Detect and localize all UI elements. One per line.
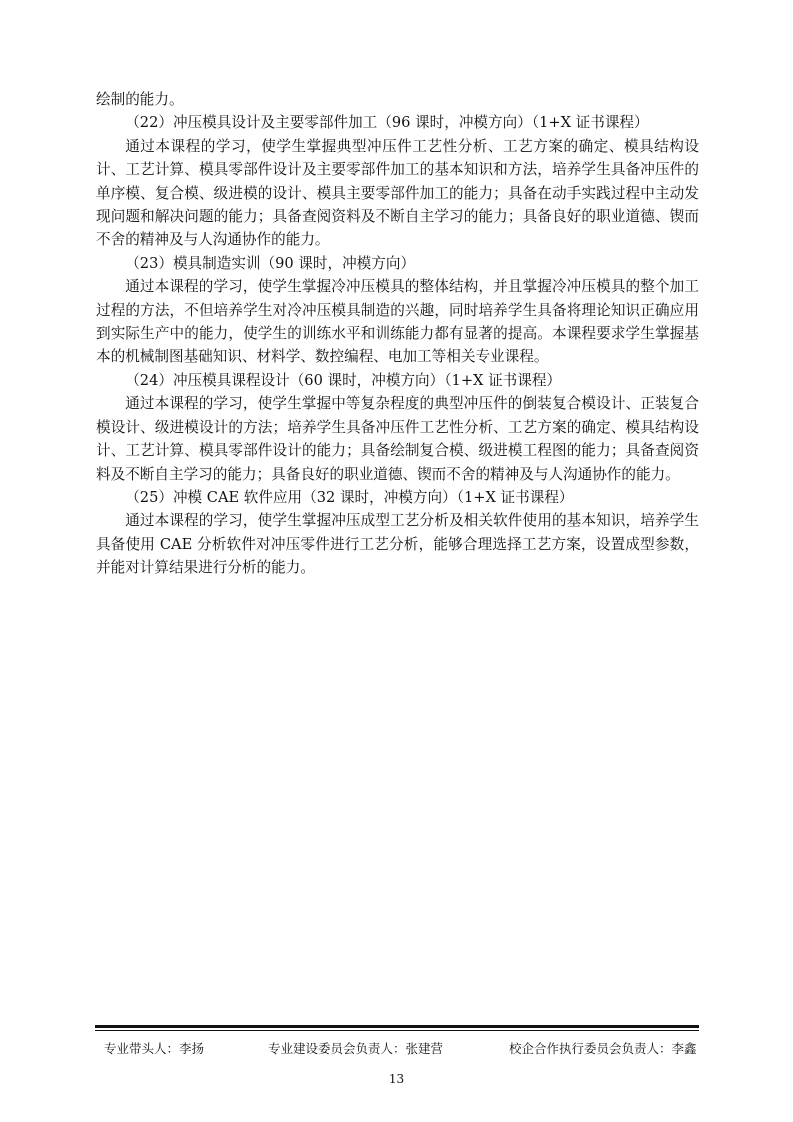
course-22-heading: （22）冲压模具设计及主要零部件加工（96 课时，冲模方向）（1+X 证书课程） [125,114,649,132]
footer-committee-leader: 专业建设委员会负责人：张建营 [268,1041,444,1056]
page-number: 13 [388,1072,405,1086]
course-25-heading: （25）冲模 CAE 软件应用（32 课时，冲模方向）（1+X 证书课程） [125,488,574,506]
footer-school-enterprise-leader: 校企合作执行委员会负责人：李鑫 [509,1041,697,1056]
document-body [96,88,699,580]
intro-tail-text: 绘制的能力。 [96,91,184,108]
footer-divider-thick [95,1025,699,1028]
course-23-description: 通过本课程的学习，使学生掌握冷冲压模具的整体结构，并且掌握冷冲压模具的整个加工过程的方法，不但培养学生对冷冲压模具制造的兴趣，同时培养学生具备将理论知识正确应用到实际生产中的能力，使学生的训练水平和训练能力都有显著的提高。本课程要求学生掌握基本的机械制图基础知识、材料学、数控编程、电加工等相关专业课程。 [96,278,699,366]
course-24-description: 通过本课程的学习，使学生掌握中等复杂程度的典型冲压件的倒装复合模设计、正装复合模设计、级进模设计的方法；培养学生具备冲压件工艺性分析、工艺方案的确定、模具结构设计、工艺计算、模具零部件设计的能力；具备绘制复合模、级进模工程图的能力；具备查阅资料及不断自主学习的能力；具备良好的职业道德、锲而不舍的精神及与人沟通协作的能力。 [96,395,699,483]
course-23-heading: （23）模具制造实训（90 课时，冲模方向） [125,254,416,272]
footer-divider-thin [95,1030,699,1031]
course-25-description: 通过本课程的学习，使学生掌握冲压成型工艺分析及相关软件使用的基本知识，培养学生具备使用 CAE 分析软件对冲压零件进行工艺分析，能够合理选择工艺方案，设置成型参数，并能对计算结果进行分析的能力。 [96,512,699,577]
course-22-description: 通过本课程的学习，使学生掌握典型冲压件工艺性分析、工艺方案的确定、模具结构设计、工艺计算、模具零部件设计及主要零部件加工的基本知识和方法，培养学生具备冲压件的单序模、复合模、级进模的设计、模具主要零部件加工的能力；具备在动手实践过程中主动发现问题和解决问题的能力；具备查阅资料及不断自主学习的能力；具备良好的职业道德、锲而不舍的精神及与人沟通协作的能力。 [96,137,699,249]
footer-major-leader: 专业带头人：李扬 [104,1041,205,1056]
course-24-heading: （24）冲压模具课程设计（60 课时，冲模方向）（1+X 证书课程） [125,371,562,389]
